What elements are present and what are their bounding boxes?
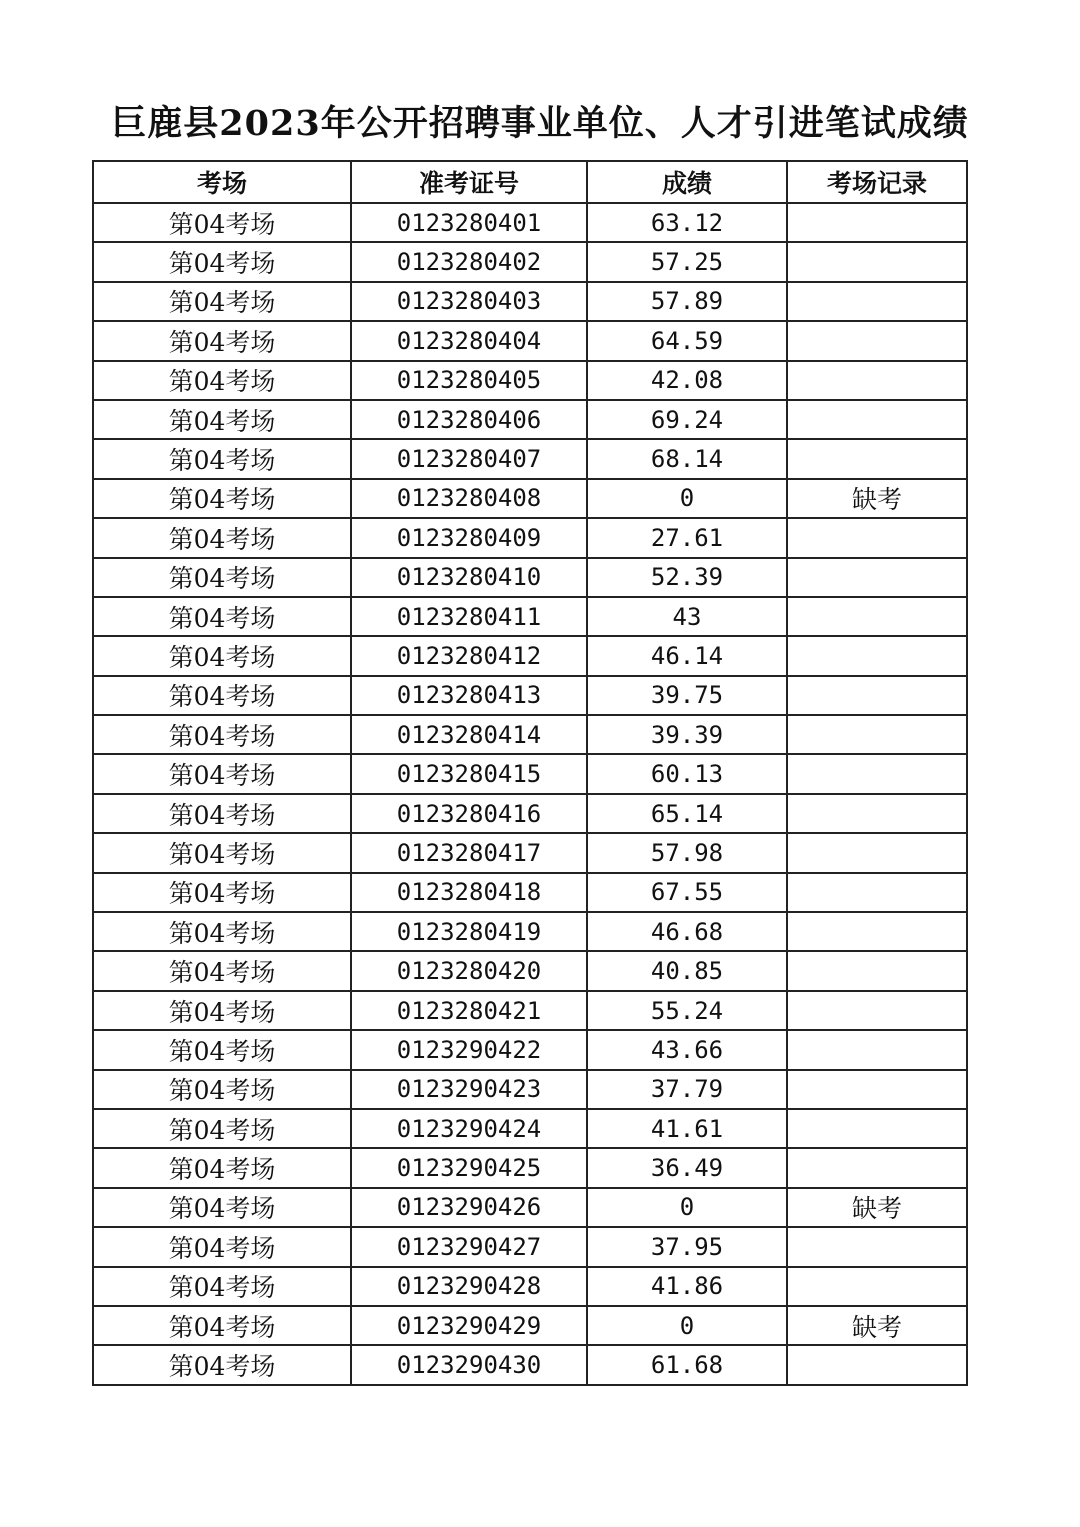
cell-record [787,1070,967,1109]
cell-record [787,1148,967,1187]
cell-ticket-id: 0123290426 [351,1188,587,1227]
column-header-room: 考场 [93,161,351,203]
table-row [93,203,967,242]
cell-score: 0 [587,1188,787,1227]
table-row [93,676,967,715]
table-body [93,203,967,1385]
cell-record [787,1267,967,1306]
table-row [93,400,967,439]
cell-room: 第04考场 [93,558,351,597]
cell-record [787,636,967,675]
cell-ticket-id: 0123280419 [351,912,587,951]
cell-record: 缺考 [787,1188,967,1227]
cell-room: 第04考场 [93,754,351,793]
cell-room: 第04考场 [93,518,351,557]
table-row [93,1345,967,1384]
table-row [93,558,967,597]
cell-ticket-id: 0123280416 [351,794,587,833]
cell-room: 第04考场 [93,1148,351,1187]
cell-ticket-id: 0123280417 [351,833,587,872]
cell-score: 27.61 [587,518,787,557]
table-row [93,518,967,557]
cell-ticket-id: 0123280408 [351,479,587,518]
table-header-row [93,161,967,203]
cell-record [787,715,967,754]
cell-room: 第04考场 [93,1109,351,1148]
cell-room: 第04考场 [93,282,351,321]
cell-score: 46.68 [587,912,787,951]
cell-score: 36.49 [587,1148,787,1187]
cell-score: 39.39 [587,715,787,754]
cell-score: 46.14 [587,636,787,675]
cell-ticket-id: 0123280406 [351,400,587,439]
table-row [93,1227,967,1266]
cell-record [787,321,967,360]
cell-room: 第04考场 [93,833,351,872]
cell-score: 37.79 [587,1070,787,1109]
cell-room: 第04考场 [93,991,351,1030]
cell-room: 第04考场 [93,400,351,439]
cell-room: 第04考场 [93,597,351,636]
cell-score: 42.08 [587,361,787,400]
cell-record [787,794,967,833]
table-row [93,794,967,833]
cell-score: 57.89 [587,282,787,321]
cell-ticket-id: 0123290424 [351,1109,587,1148]
cell-ticket-id: 0123280420 [351,951,587,990]
cell-ticket-id: 0123290427 [351,1227,587,1266]
cell-room: 第04考场 [93,361,351,400]
cell-record: 缺考 [787,1306,967,1345]
cell-room: 第04考场 [93,439,351,478]
cell-ticket-id: 0123280407 [351,439,587,478]
cell-score: 57.25 [587,242,787,281]
cell-score: 68.14 [587,439,787,478]
table-row [93,991,967,1030]
cell-ticket-id: 0123280413 [351,676,587,715]
cell-ticket-id: 0123280404 [351,321,587,360]
cell-score: 0 [587,479,787,518]
cell-record [787,1345,967,1384]
table-row [93,715,967,754]
cell-room: 第04考场 [93,1227,351,1266]
cell-room: 第04考场 [93,1267,351,1306]
cell-record [787,361,967,400]
cell-score: 65.14 [587,794,787,833]
cell-room: 第04考场 [93,479,351,518]
cell-record [787,282,967,321]
cell-ticket-id: 0123290425 [351,1148,587,1187]
cell-score: 0 [587,1306,787,1345]
table-row [93,951,967,990]
table-row [93,1188,967,1227]
cell-score: 60.13 [587,754,787,793]
table-row [93,479,967,518]
cell-record [787,676,967,715]
cell-room: 第04考场 [93,676,351,715]
cell-room: 第04考场 [93,873,351,912]
cell-record: 缺考 [787,479,967,518]
table-row [93,242,967,281]
cell-room: 第04考场 [93,321,351,360]
cell-score: 39.75 [587,676,787,715]
table-row [93,282,967,321]
cell-score: 37.95 [587,1227,787,1266]
cell-ticket-id: 0123280411 [351,597,587,636]
table-row [93,361,967,400]
cell-ticket-id: 0123290422 [351,1030,587,1069]
cell-score: 43.66 [587,1030,787,1069]
cell-record [787,951,967,990]
table-row [93,636,967,675]
table-row [93,833,967,872]
table-row [93,1148,967,1187]
cell-score: 63.12 [587,203,787,242]
cell-record [787,597,967,636]
cell-ticket-id: 0123280402 [351,242,587,281]
cell-room: 第04考场 [93,1188,351,1227]
cell-ticket-id: 0123280421 [351,991,587,1030]
cell-score: 55.24 [587,991,787,1030]
table-row [93,873,967,912]
cell-record [787,203,967,242]
table-row [93,1267,967,1306]
cell-record [787,518,967,557]
cell-ticket-id: 0123280412 [351,636,587,675]
cell-room: 第04考场 [93,1345,351,1384]
cell-score: 57.98 [587,833,787,872]
cell-score: 43 [587,597,787,636]
cell-score: 52.39 [587,558,787,597]
cell-ticket-id: 0123290430 [351,1345,587,1384]
table-row [93,1306,967,1345]
cell-ticket-id: 0123280405 [351,361,587,400]
cell-ticket-id: 0123280410 [351,558,587,597]
cell-score: 64.59 [587,321,787,360]
cell-record [787,242,967,281]
cell-ticket-id: 0123290429 [351,1306,587,1345]
column-header-score: 成绩 [587,161,787,203]
cell-record [787,1227,967,1266]
cell-room: 第04考场 [93,715,351,754]
cell-ticket-id: 0123280409 [351,518,587,557]
cell-record [787,912,967,951]
cell-ticket-id: 0123280418 [351,873,587,912]
cell-ticket-id: 0123280403 [351,282,587,321]
page-title: 巨鹿县2023年公开招聘事业单位、人才引进笔试成绩 [111,103,969,144]
table-row [93,1109,967,1148]
cell-room: 第04考场 [93,1030,351,1069]
cell-ticket-id: 0123280401 [351,203,587,242]
table-row [93,321,967,360]
cell-score: 69.24 [587,400,787,439]
cell-score: 67.55 [587,873,787,912]
score-table [92,160,968,1386]
cell-ticket-id: 0123280414 [351,715,587,754]
table-row [93,597,967,636]
cell-ticket-id: 0123290428 [351,1267,587,1306]
cell-record [787,754,967,793]
cell-room: 第04考场 [93,203,351,242]
cell-room: 第04考场 [93,912,351,951]
cell-room: 第04考场 [93,1306,351,1345]
table-row [93,1070,967,1109]
column-header-ticket-id: 准考证号 [351,161,587,203]
table-row [93,439,967,478]
cell-score: 40.85 [587,951,787,990]
cell-score: 41.61 [587,1109,787,1148]
cell-record [787,400,967,439]
column-header-record: 考场记录 [787,161,967,203]
cell-room: 第04考场 [93,242,351,281]
cell-ticket-id: 0123280415 [351,754,587,793]
cell-record [787,833,967,872]
cell-record [787,439,967,478]
cell-record [787,991,967,1030]
cell-room: 第04考场 [93,794,351,833]
cell-record [787,1109,967,1148]
cell-ticket-id: 0123290423 [351,1070,587,1109]
cell-room: 第04考场 [93,951,351,990]
table-row [93,1030,967,1069]
cell-record [787,1030,967,1069]
table-row [93,912,967,951]
cell-score: 41.86 [587,1267,787,1306]
cell-score: 61.68 [587,1345,787,1384]
cell-room: 第04考场 [93,636,351,675]
cell-record [787,873,967,912]
table-row [93,754,967,793]
cell-room: 第04考场 [93,1070,351,1109]
cell-record [787,558,967,597]
